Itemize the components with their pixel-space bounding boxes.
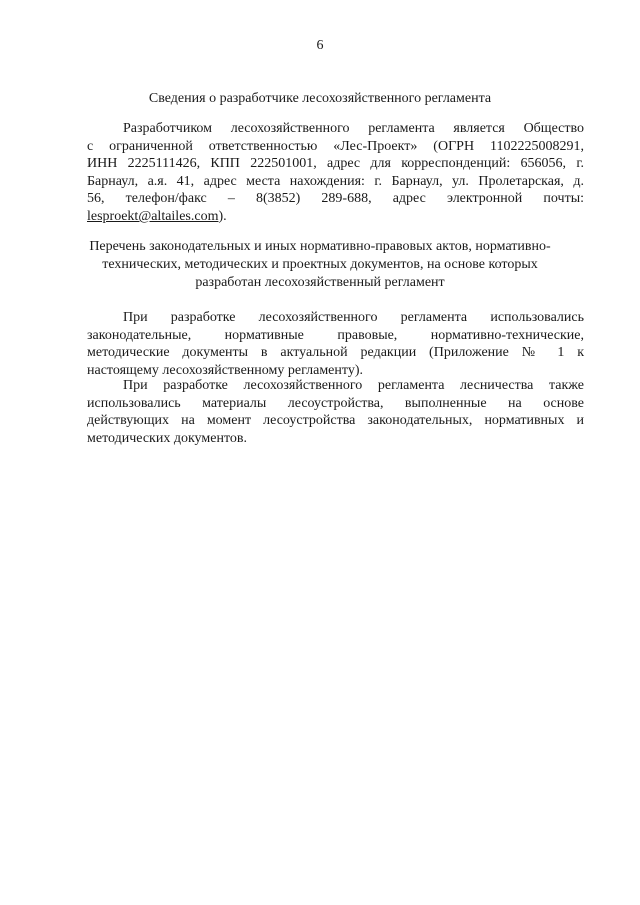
email-link[interactable]: lesproekt@altailes.com	[87, 208, 219, 224]
paragraph-line: методические документы в актуальной редакции (Приложение № 1 к	[87, 345, 584, 361]
developer-info-heading: Сведения о разработчике лесохозяйственного регламента	[148, 91, 492, 106]
heading-line: технических, методических и проектных документов, на основе которых	[102, 257, 538, 272]
paragraph-line: методических документов.	[87, 430, 247, 446]
paragraph-line: законодательные, нормативные правовые, нормативно-технические,	[87, 327, 584, 343]
paragraph-line-email	[87, 208, 584, 226]
paragraph-line: с ограниченной ответственностью «Лес-Проект» (ОГРН 1102225008291,	[87, 138, 584, 154]
developer-info-paragraph	[87, 120, 584, 226]
documents-paragraph-2	[87, 377, 584, 447]
heading-line: Перечень законодательных и иных нормативно-правовых актов, нормативно-	[89, 239, 551, 254]
paragraph-line: действующих на момент лесоустройства законодательных, нормативных и	[87, 413, 584, 429]
paragraph-line: При разработке лесохозяйственного регламента использовались	[123, 310, 584, 325]
paragraph-line: При разработке лесохозяйственного регламента лесничества также	[123, 378, 584, 393]
heading-line: разработан лесохозяйственный регламент	[195, 275, 445, 290]
paragraph-line: 56, телефон/факс – 8(3852) 289-688, адрес электронной почты:	[87, 191, 584, 207]
paragraph-line: ИНН 2225111426, КПП 222501001, адрес для корреспонденций: 656056, г.	[87, 156, 584, 172]
paragraph-line: Барнаул, а.я. 41, адрес места нахождения: г. Барнаул, ул. Пролетарская, д.	[87, 173, 584, 189]
paragraph-line: настоящему лесохозяйственному регламенту).	[87, 362, 363, 378]
page-number: 6	[316, 38, 324, 53]
documents-paragraph-1	[87, 309, 584, 379]
documents-list-heading	[0, 238, 640, 292]
paragraph-line: использовались материалы лесоустройства, выполненные на основе	[87, 395, 584, 411]
paragraph-line: Разработчиком лесохозяйственного регламента является Общество	[123, 121, 584, 136]
email-closing-text: ).	[218, 208, 227, 224]
